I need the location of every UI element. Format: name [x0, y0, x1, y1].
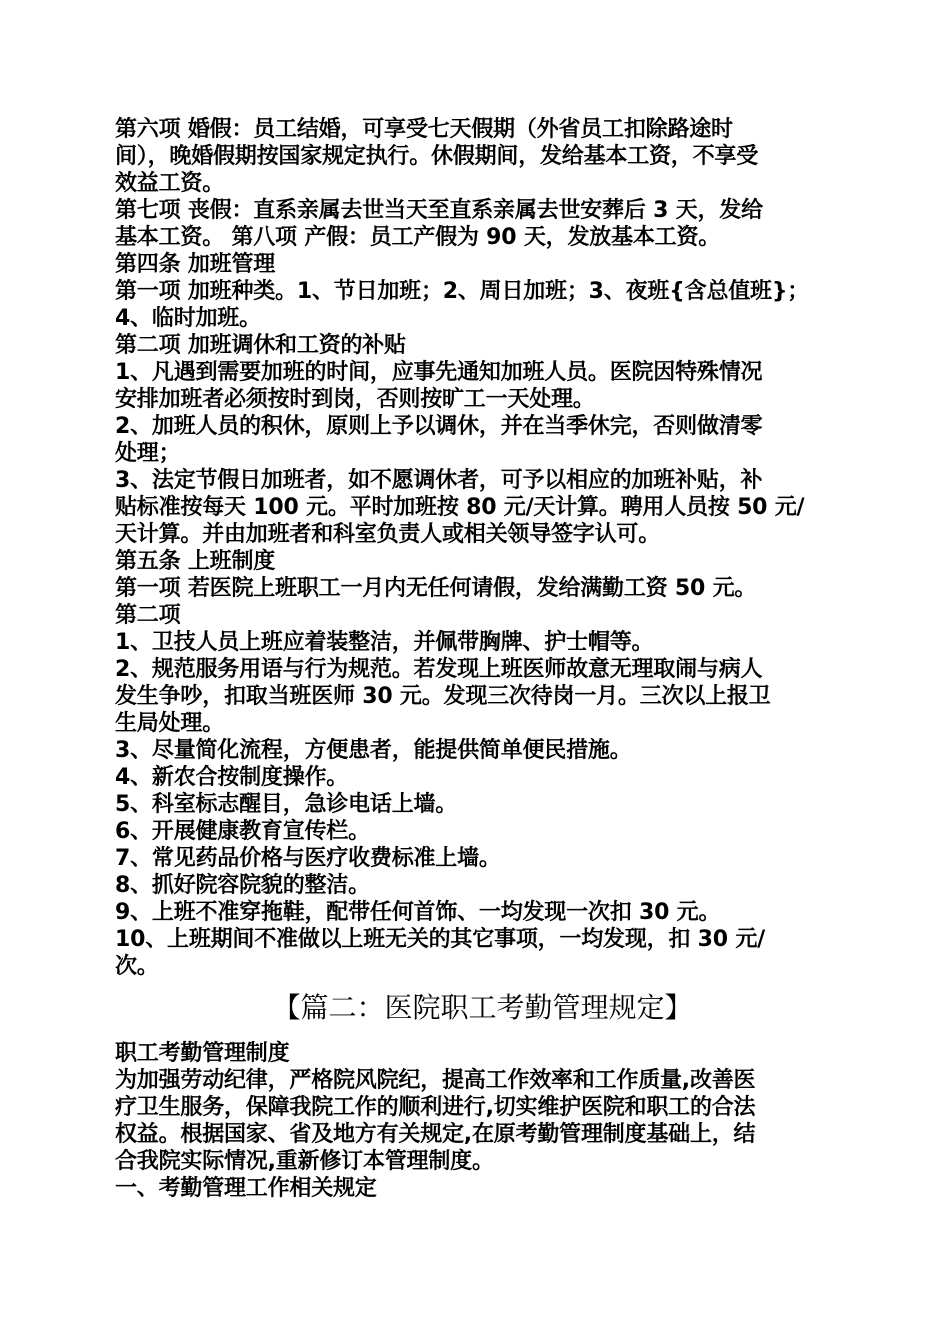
- text-line: 3、尽量简化流程，方便患者，能提供简单便民措施。: [115, 738, 632, 763]
- text-line: 第七项 丧假：直系亲属去世当天至直系亲属去世安葬后 3 天，发给: [115, 198, 763, 223]
- text-line: 5、科室标志醒目，急诊电话上墙。: [115, 792, 458, 817]
- text-line: 效益工资。: [115, 171, 225, 196]
- text-line: 3、法定节假日加班者，如不愿调休者，可予以相应的加班补贴，补: [115, 468, 763, 493]
- document-page: [115, 116, 850, 1202]
- text-line: 生局处理。: [115, 711, 225, 736]
- section-leave-overtime-rules: [115, 116, 850, 980]
- text-line: 第六项 婚假：员工结婚，可享受七天假期（外省员工扣除路途时: [115, 117, 733, 142]
- text-line: 第二项: [115, 603, 181, 628]
- text-line: 权益。根据国家、省及地方有关规定,在原考勤管理制度基础上，结: [115, 1122, 756, 1147]
- text-line: 第一项 加班种类。1、节日加班；2、周日加班；3、夜班{含总值班}；: [115, 279, 810, 304]
- section-heading: 【篇二：医院职工考勤管理规定】: [272, 991, 693, 1024]
- text-line: 基本工资。 第八项 产假：员工产假为 90 天，发放基本工资。: [115, 225, 721, 250]
- text-line: 8、抓好院容院貌的整洁。: [115, 873, 370, 898]
- text-line: 10、上班期间不准做以上班无关的其它事项，一均发现，扣 30 元/: [115, 927, 765, 952]
- text-line: 合我院实际情况,重新修订本管理制度。: [115, 1149, 494, 1174]
- text-line: 次。: [115, 954, 159, 979]
- text-line: 一、考勤管理工作相关规定: [115, 1176, 377, 1201]
- text-line: 6、开展健康教育宣传栏。: [115, 819, 370, 844]
- text-line: 第一项 若医院上班职工一月内无任何请假，发给满勤工资 50 元。: [115, 576, 757, 601]
- text-line: 4、临时加班。: [115, 306, 261, 331]
- text-line: 第二项 加班调休和工资的补贴: [115, 333, 406, 358]
- text-line: 1、卫技人员上班应着装整洁，并佩带胸牌、护士帽等。: [115, 630, 654, 655]
- text-line: 2、规范服务用语与行为规范。若发现上班医师故意无理取闹与病人: [115, 657, 763, 682]
- text-line: 9、上班不准穿拖鞋，配带任何首饰、一均发现一次扣 30 元。: [115, 900, 721, 925]
- text-line: 第五条 上班制度: [115, 549, 276, 574]
- text-line: 第四条 加班管理: [115, 252, 276, 277]
- text-line: 贴标准按每天 100 元。平时加班按 80 元/天计算。聘用人员按 50 元/: [115, 495, 805, 520]
- text-line: 间），晚婚假期按国家规定执行。休假期间，发给基本工资，不享受: [115, 144, 759, 169]
- text-line: 处理；: [115, 441, 181, 466]
- text-line: 2、加班人员的积休，原则上予以调休，并在当季休完，否则做清零: [115, 414, 763, 439]
- section-attendance-rules: [115, 1040, 850, 1202]
- text-line: 安排加班者必须按时到岗，否则按旷工一天处理。: [115, 387, 595, 412]
- text-line: 1、凡遇到需要加班的时间，应事先通知加班人员。医院因特殊情况: [115, 360, 763, 385]
- text-line: 职工考勤管理制度: [115, 1041, 290, 1066]
- text-line: 为加强劳动纪律，严格院风院纪，提高工作效率和工作质量,改善医: [115, 1068, 756, 1093]
- text-line: 疗卫生服务，保障我院工作的顺利进行,切实维护医院和职工的合法: [115, 1095, 756, 1120]
- text-line: 4、新农合按制度操作。: [115, 765, 349, 790]
- text-line: 天计算。并由加班者和科室负责人或相关领导签字认可。: [115, 522, 661, 547]
- text-line: 7、常见药品价格与医疗收费标准上墙。: [115, 846, 501, 871]
- text-line: 发生争吵，扣取当班医师 30 元。发现三次待岗一月。三次以上报卫: [115, 684, 771, 709]
